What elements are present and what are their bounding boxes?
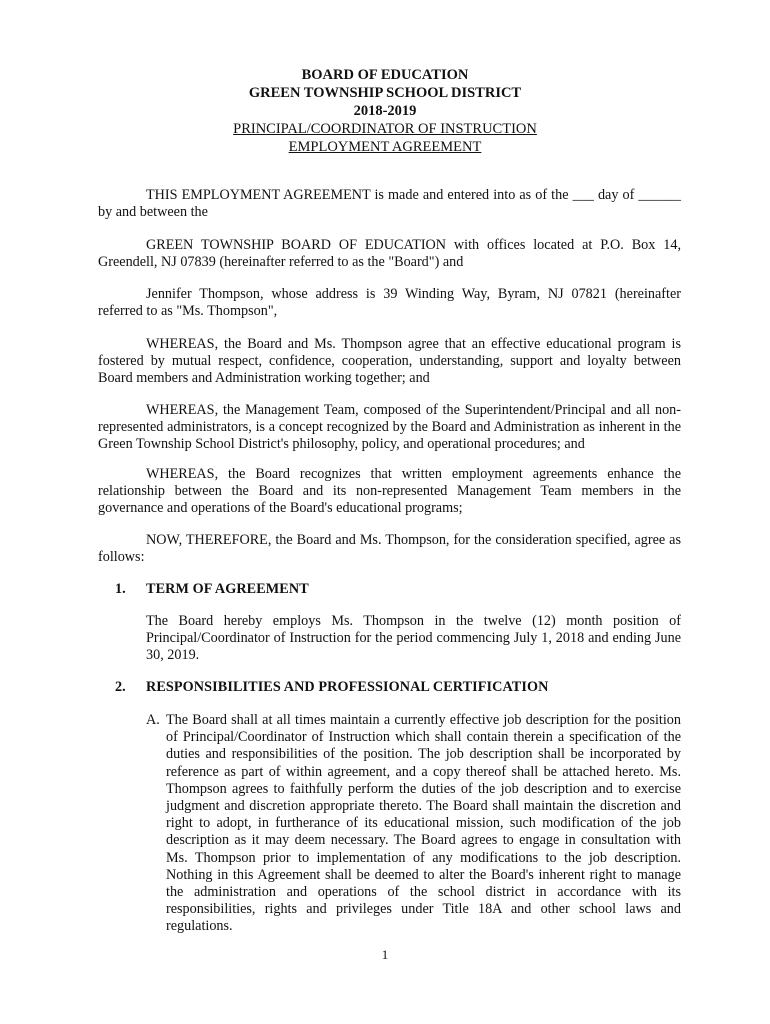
board-text: GREEN TOWNSHIP BOARD OF EDUCATION with offices located at P.O. Box 14, Greendell, NJ 07839 (hereinafter referred to as the "Board") and [98, 237, 681, 271]
section-2-number: 2. [115, 679, 126, 695]
section-1-number: 1. [115, 581, 126, 597]
now-therefore-text: NOW, THEREFORE, the Board and Ms. Thompson, for the consideration specified, agree as follows: [98, 532, 681, 566]
whereas-text-1: WHEREAS, the Board and Ms. Thompson agree that an effective educational program is fostered by mutual respect, confidence, cooperation, understanding, support and loyalty between Board members and Administration working together; and [98, 336, 681, 387]
section-2-item-a-body: The Board shall at all times maintain a currently effective job description for the position of Principal/Coordinator of Instruction which shall contain therein a specification of the duties and responsibilities of the position. The job description shall be incorporated by reference as part of within agreement, and a copy thereof shall be attached hereto. Ms. Thompson agrees to faithfully perform the duties of the job description and to exercise judgment and discretion appropriate thereto. The Board shall maintain the discretion and right to adopt, in furtherance of its educational mission, such modification of the job description as it may deem necessary. The Board agrees to engage in consultation with Ms. Thompson prior to implementation of any modifications to the job description. Nothing in this Agreement shall be deemed to alter the Board's inherent right to manage the administration and operations of the school district in accordance with its responsibilities, rights and privileges under Title 18A and other school laws and regulations. [166, 712, 681, 935]
heading-agreement: EMPLOYMENT AGREEMENT [288, 139, 482, 155]
heading-district: GREEN TOWNSHIP SCHOOL DISTRICT [248, 85, 522, 101]
board-paragraph [98, 237, 681, 271]
whereas-text-2: WHEREAS, the Management Team, composed of the Superintendent/Principal and all non-represented administrators, is a concept recognized by the Board and Administration as inherent in the Green Township School District's philosophy, policy, and operational procedures; and [98, 402, 681, 453]
heading-year: 2018-2019 [353, 103, 417, 119]
section-1-title: TERM OF AGREEMENT [146, 581, 309, 597]
page-number: 1 [381, 947, 389, 962]
section-2-title: RESPONSIBILITIES AND PROFESSIONAL CERTIFICATION [146, 679, 549, 695]
section-2-item-a-label: A. [146, 712, 160, 728]
employee-text: Jennifer Thompson, whose address is 39 Winding Way, Byram, NJ 07821 (hereinafter referred to as "Ms. Thompson", [98, 286, 681, 320]
whereas-paragraph-3 [98, 466, 681, 518]
employee-paragraph [98, 286, 681, 320]
whereas-paragraph-1 [98, 336, 681, 388]
section-1-body: The Board hereby employs Ms. Thompson in the twelve (12) month position of Principal/Coordinator of Instruction for the period commencing July 1, 2018 and ending June 30, 2019. [146, 613, 681, 664]
now-therefore-paragraph [98, 532, 681, 566]
whereas-text-3: WHEREAS, the Board recognizes that written employment agreements enhance the relationship between the Board and its non-represented Management Team members in the governance and operations of the Board's educational programs; [98, 466, 681, 517]
document-heading [0, 66, 770, 156]
intro-paragraph [98, 187, 681, 221]
intro-text: THIS EMPLOYMENT AGREEMENT is made and entered into as of the ___ day of ______ by and between the [98, 187, 681, 221]
heading-position: PRINCIPAL/COORDINATOR OF INSTRUCTION [233, 121, 537, 137]
heading-board: BOARD OF EDUCATION [301, 67, 469, 83]
whereas-paragraph-2 [98, 402, 681, 454]
